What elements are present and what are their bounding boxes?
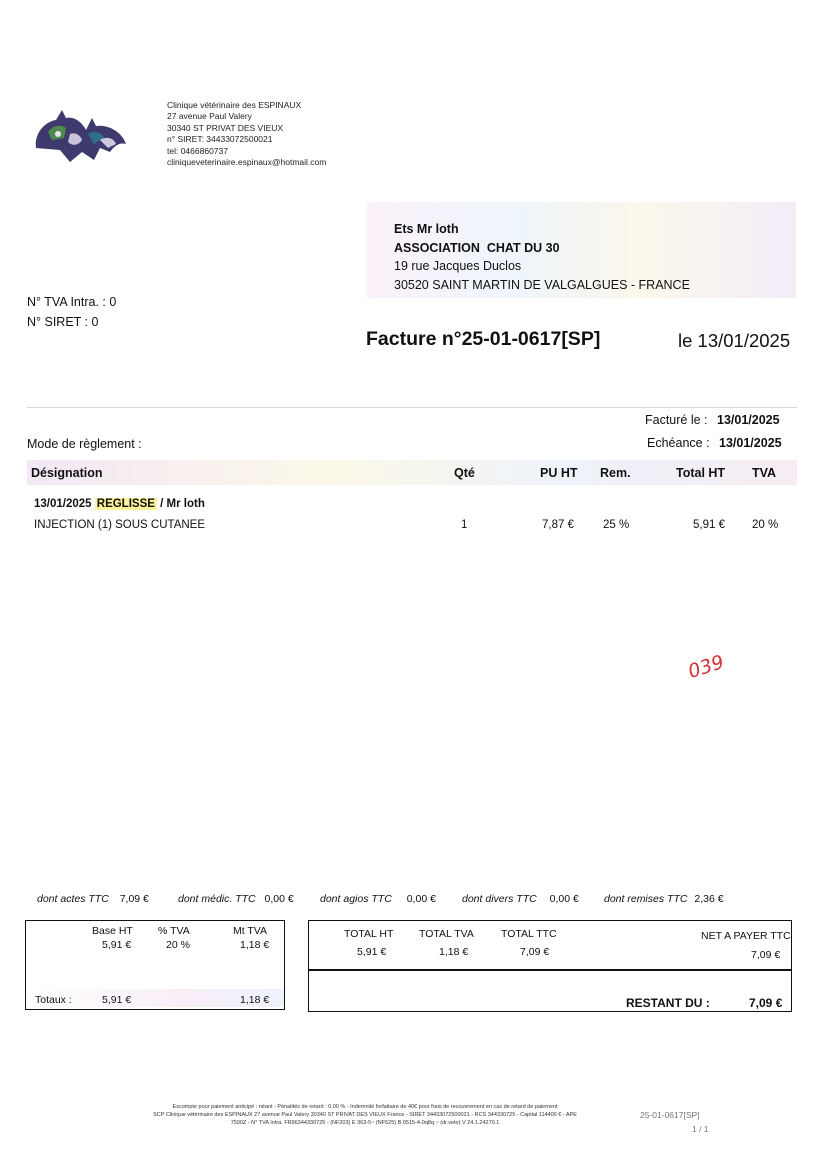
vat-summary-box	[25, 920, 285, 1010]
footer-line1: Escompte pour paiement anticipé : néant - Pénalités de retard : 0,00 % - Indemnité forfaitaire de 40€ pour frais de recouvrement en cas de retard de paiement	[172, 1104, 558, 1110]
total-ttc-label: TOTAL TTC	[501, 928, 557, 940]
separator	[27, 407, 797, 408]
vat-amount-value: 1,18 €	[240, 939, 270, 951]
legal-footer	[100, 1103, 630, 1127]
subtotal-agios	[320, 893, 436, 905]
client-tva-intra: N° TVA Intra. : 0	[27, 295, 117, 309]
clinic-street: 27 avenue Paul Valery	[167, 111, 252, 122]
line-group-header	[34, 498, 205, 510]
subtotal-remises-label: dont remises TTC	[604, 893, 688, 905]
vat-base-value: 5,91 €	[102, 939, 132, 951]
recipient-line4: 30520 SAINT MARTIN DE VALGALGUES - FRANCE	[394, 277, 690, 292]
handwritten-annotation: 039	[685, 650, 727, 684]
payment-mode-label: Mode de règlement :	[27, 437, 142, 451]
vat-amount-label: Mt TVA	[233, 925, 268, 937]
row-tva: 20 %	[752, 519, 779, 531]
col-designation: Désignation	[31, 466, 103, 480]
total-tva-value: 1,18 €	[439, 946, 469, 958]
totals-box	[308, 920, 792, 1012]
factured-label: Facturé le :	[645, 413, 708, 427]
recipient-line3: 19 rue Jacques Duclos	[394, 259, 522, 273]
invoice-title: Facture n°25-01-0617[SP]	[366, 328, 601, 350]
invoice-date: le 13/01/2025	[678, 330, 791, 351]
footer-line3: 7500Z - N° TVA Intra. FR96344330725 - (NF203) E 363-5~ (NF525) B 0515-4-0q8q ~ (dr.veto) V 24.1.24270.1	[230, 1120, 500, 1126]
vat-totals-amount: 1,18 €	[240, 994, 270, 1006]
col-pu-ht: PU HT	[540, 466, 578, 480]
total-ttc-value: 7,09 €	[520, 946, 550, 958]
clinic-city: 30340 ST PRIVAT DES VIEUX	[167, 122, 284, 133]
client-siret: N° SIRET : 0	[27, 315, 99, 329]
vat-rate-label: % TVA	[158, 925, 190, 937]
clinic-tel: tel: 0466860737	[167, 145, 228, 156]
clinic-logo	[30, 104, 130, 168]
row-designation: INJECTION (1) SOUS CUTANEE	[34, 519, 206, 531]
subtotal-medic-value: 0,00 €	[264, 893, 294, 905]
clinic-email: cliniqueveterinaire.espinaux@hotmail.com	[167, 157, 327, 168]
row-total-ht: 5,91 €	[693, 519, 725, 531]
recipient-address	[366, 202, 796, 298]
restant-label: RESTANT DU :	[626, 996, 710, 1010]
due-value: 13/01/2025	[719, 436, 782, 450]
row-qty: 1	[461, 519, 468, 531]
page-number: 1 / 1	[692, 1124, 709, 1134]
net-value: 7,09 €	[751, 949, 781, 961]
subtotal-actes-label: dont actes TTC	[37, 893, 109, 905]
clinic-name: Clinique vétérinaire des ESPINAUX	[167, 100, 302, 110]
vat-rate-value: 20 %	[166, 939, 190, 951]
clinic-address	[167, 100, 326, 168]
table-header	[27, 460, 797, 485]
factured-row	[645, 413, 780, 427]
animal-name: REGLISSE	[96, 498, 155, 510]
totals-divider	[309, 969, 791, 971]
col-qty: Qté	[454, 466, 475, 480]
total-ht-label: TOTAL HT	[344, 928, 394, 940]
subtotal-divers-value: 0,00 €	[549, 893, 579, 905]
vat-totals-label: Totaux :	[35, 994, 72, 1006]
client-ids	[27, 292, 116, 332]
factured-value: 13/01/2025	[717, 413, 780, 427]
col-total-ht: Total HT	[676, 466, 726, 480]
subtotal-actes-value: 7,09 €	[119, 893, 149, 905]
row-rem: 25 %	[603, 519, 630, 531]
subtotal-divers	[462, 893, 579, 905]
subtotal-medic	[178, 893, 294, 905]
col-tva: TVA	[752, 466, 777, 480]
recipient-line1: Ets Mr loth	[394, 222, 459, 236]
vat-totals-base: 5,91 €	[102, 994, 132, 1006]
vat-base-label: Base HT	[92, 925, 133, 937]
footer-invoice-ref: 25-01-0617[SP]	[640, 1110, 700, 1120]
col-rem: Rem.	[600, 466, 631, 480]
line-owner: / Mr loth	[160, 498, 205, 510]
restant-value: 7,09 €	[749, 996, 783, 1010]
due-label: Echéance :	[647, 436, 710, 450]
recipient-line2: ASSOCIATION CHAT DU 30	[394, 240, 560, 255]
row-pu-ht: 7,87 €	[542, 519, 574, 531]
subtotal-divers-label: dont divers TTC	[462, 893, 537, 905]
total-ht-value: 5,91 €	[357, 946, 387, 958]
net-label: NET A PAYER TTC	[701, 930, 791, 942]
subtotal-agios-value: 0,00 €	[406, 893, 436, 905]
subtotal-remises-value: 2,36 €	[694, 893, 724, 905]
footer-line2: SCP Clinique vétérinaire des ESPINAUX 27 avenue Paul Valery 30340 ST PRIVAT DES VIEUX France - SIRET 34433072500021 - RCS 344330725 - Capital 114400 € - APE	[153, 1112, 577, 1118]
subtotal-actes	[37, 893, 149, 905]
line-date: 13/01/2025	[34, 498, 92, 510]
subtotal-remises	[604, 893, 724, 905]
subtotal-medic-label: dont médic. TTC	[178, 893, 256, 905]
clinic-siret: n° SIRET: 34433072500021	[167, 134, 273, 145]
total-tva-label: TOTAL TVA	[419, 928, 474, 940]
subtotal-agios-label: dont agios TTC	[320, 893, 392, 905]
due-row	[647, 436, 782, 450]
